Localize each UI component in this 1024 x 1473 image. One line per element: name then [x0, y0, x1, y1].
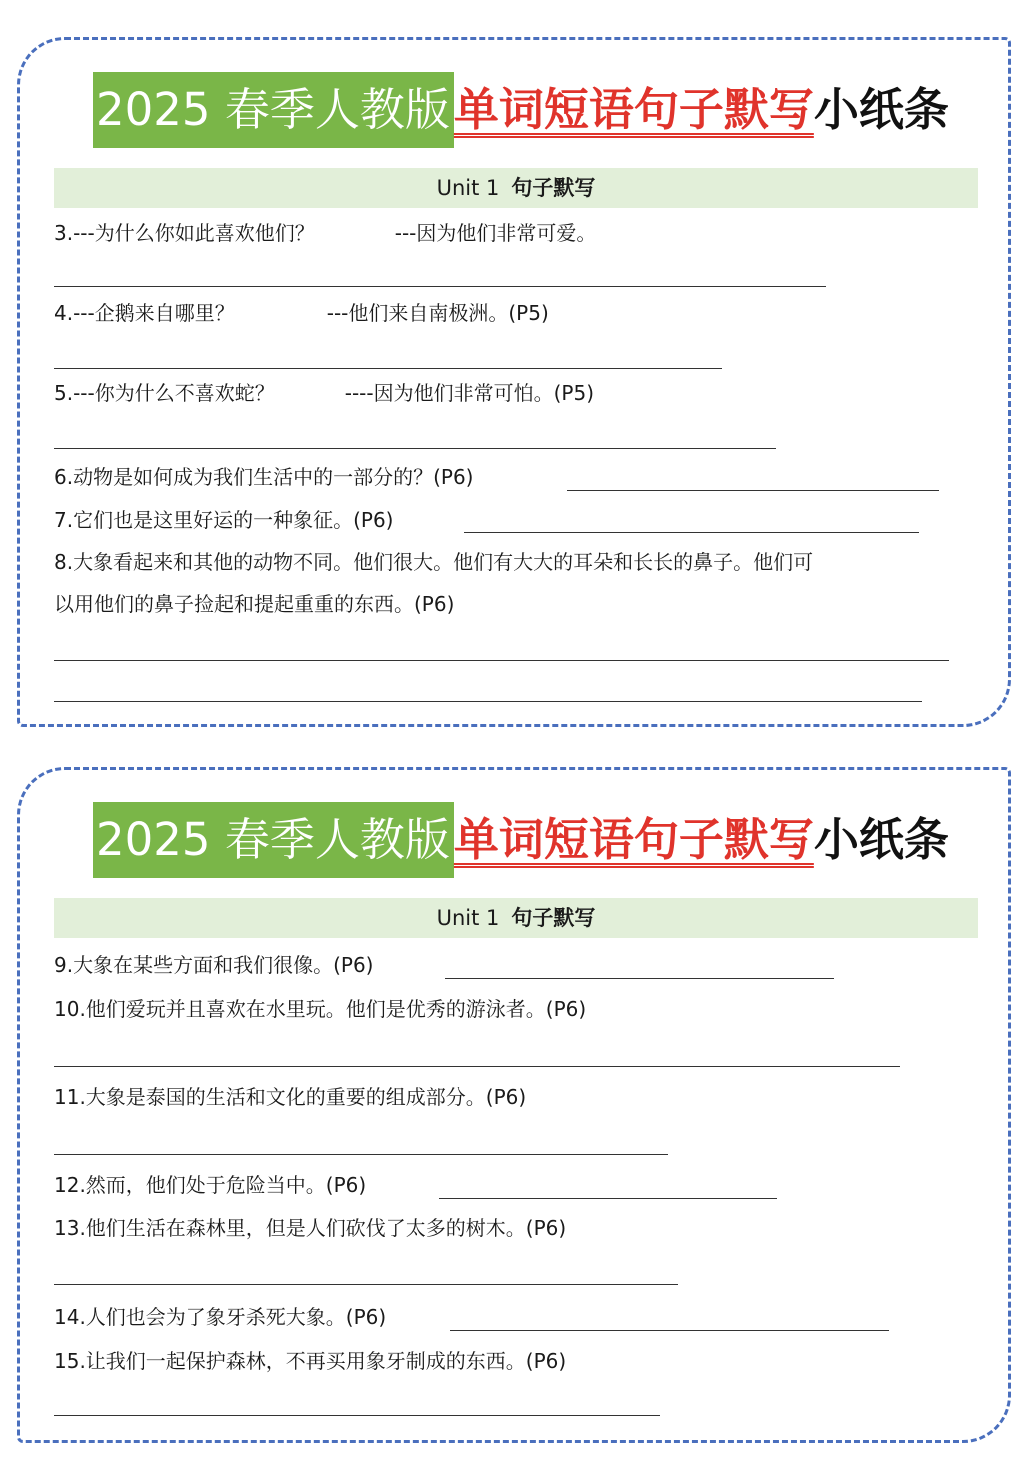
worksheet-card-2: [17, 767, 1011, 1443]
unit-header: [54, 168, 978, 208]
answer-line-15[interactable]: [54, 1415, 660, 1416]
question-13: 13.他们生活在森林里，但是人们砍伐了太多的树木。(P6): [54, 1216, 567, 1240]
answer-line-8a[interactable]: [54, 660, 949, 661]
title-topic: 单词短语句子默写: [453, 813, 814, 866]
question-5-answer: ----因为他们非常可怕。(P5): [344, 381, 594, 405]
answer-line-11[interactable]: [54, 1154, 668, 1155]
title-edition: 2025 春季人教版: [93, 802, 454, 878]
title-suffix: 小纸条: [813, 83, 949, 136]
question-15: 15.让我们一起保护森林，不再买用象牙制成的东西。(P6): [54, 1349, 567, 1373]
answer-line-6[interactable]: [567, 490, 939, 491]
title-topic: 单词短语句子默写: [453, 83, 814, 136]
worksheet-card-1: [17, 37, 1011, 727]
answer-line-5[interactable]: [54, 448, 776, 449]
question-8-line-2: 以用他们的鼻子捡起和提起重重的东西。(P6): [54, 592, 455, 616]
unit-label: Unit 1: [436, 176, 500, 200]
answer-line-9[interactable]: [445, 978, 834, 979]
question-4: [54, 298, 549, 328]
answer-line-8b[interactable]: [54, 701, 922, 702]
question-4-ask: 4.---企鹅来自哪里？: [54, 301, 235, 325]
unit-header: [54, 898, 978, 938]
question-7: 7.它们也是这里好运的一种象征。(P6): [54, 508, 394, 532]
question-3: [54, 218, 596, 248]
question-14: 14.人们也会为了象牙杀死大象。(P6): [54, 1305, 387, 1329]
question-10: 10.他们爱玩并且喜欢在水里玩。他们是优秀的游泳者。(P6): [54, 997, 587, 1021]
answer-line-3[interactable]: [54, 286, 826, 287]
question-4-answer: ---他们来自南极洲。(P5): [326, 301, 549, 325]
question-3-ask: 3.---为什么你如此喜欢他们？: [54, 221, 315, 245]
answer-line-13[interactable]: [54, 1284, 678, 1285]
question-3-answer: ---因为他们非常可爱。: [394, 221, 597, 245]
unit-label: Unit 1: [436, 906, 500, 930]
title-edition: 2025 春季人教版: [93, 72, 454, 148]
question-9: 9.大象在某些方面和我们很像。(P6): [54, 953, 374, 977]
section-label: 句子默写: [511, 906, 596, 930]
title-suffix: 小纸条: [813, 813, 949, 866]
question-12: 12.然而，他们处于危险当中。(P6): [54, 1173, 367, 1197]
question-11: 11.大象是泰国的生活和文化的重要的组成部分。(P6): [54, 1085, 527, 1109]
worksheet-title: [93, 72, 949, 148]
answer-line-7[interactable]: [464, 532, 919, 533]
section-label: 句子默写: [511, 176, 596, 200]
worksheet-title: [93, 802, 949, 878]
answer-line-10[interactable]: [54, 1066, 900, 1067]
answer-line-12[interactable]: [439, 1198, 777, 1199]
question-5: [54, 378, 594, 408]
question-8-line-1: 8.大象看起来和其他的动物不同。他们很大。他们有大大的耳朵和长长的鼻子。他们可: [54, 550, 814, 574]
question-6: 6.动物是如何成为我们生活中的一部分的？(P6): [54, 465, 474, 489]
answer-line-14[interactable]: [450, 1330, 889, 1331]
answer-line-4[interactable]: [54, 368, 722, 369]
question-5-ask: 5.---你为什么不喜欢蛇？: [54, 381, 275, 405]
